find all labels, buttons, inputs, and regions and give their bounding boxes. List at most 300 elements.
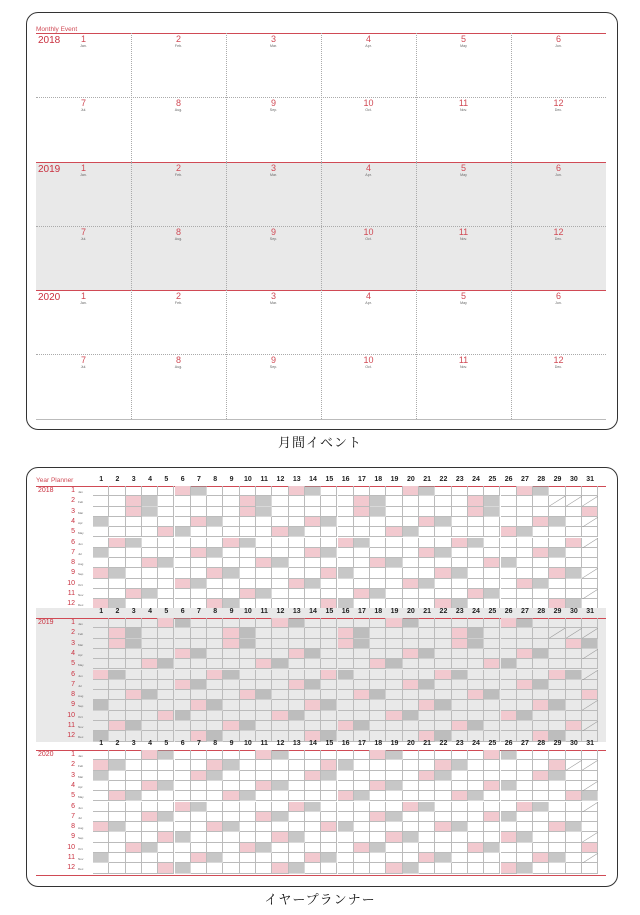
day-cell — [93, 771, 109, 781]
day-cell — [289, 791, 305, 801]
day-cell — [452, 649, 468, 659]
year-label: 2019 — [38, 163, 61, 175]
day-cell — [158, 538, 174, 548]
month-number: 9 — [270, 355, 276, 366]
month-number: 7 — [71, 680, 75, 688]
day-cell — [338, 721, 354, 731]
month-number: 11 — [458, 355, 469, 366]
day-cell — [468, 680, 484, 690]
day-cell — [435, 496, 451, 506]
day-cell — [207, 496, 223, 506]
day-header: 3 — [131, 608, 136, 615]
column-divider — [511, 162, 512, 291]
day-header: 19 — [390, 608, 399, 615]
day-cell — [338, 670, 354, 680]
month-number: 1 — [71, 751, 75, 758]
day-cell — [142, 589, 158, 599]
day-cell — [175, 639, 191, 649]
day-cell — [256, 649, 272, 659]
day-cell — [419, 538, 435, 548]
day-cell — [501, 670, 517, 680]
day-cell — [240, 486, 256, 496]
day-cell — [566, 760, 582, 770]
day-cell — [484, 822, 500, 832]
day-cell — [338, 680, 354, 690]
day-cell — [403, 700, 419, 710]
day-cell — [419, 486, 435, 496]
day-cell — [566, 548, 582, 558]
day-cell — [549, 750, 565, 760]
day-cell — [175, 538, 191, 548]
day-cell — [582, 618, 598, 628]
day-cell — [240, 760, 256, 770]
day-cell — [533, 517, 549, 527]
day-cell — [256, 507, 272, 517]
day-cell — [370, 649, 386, 659]
month-number: 3 — [71, 507, 75, 515]
day-cell — [501, 721, 517, 731]
month-number: 3 — [270, 34, 276, 44]
day-cell — [207, 843, 223, 853]
day-cell — [158, 791, 174, 801]
day-cell — [289, 558, 305, 568]
day-header: 30 — [569, 608, 578, 615]
day-cell — [582, 548, 598, 558]
day-cell — [419, 781, 435, 791]
day-header: 20 — [406, 740, 415, 747]
day-cell — [435, 670, 451, 680]
day-cell — [207, 507, 223, 517]
day-cell — [354, 690, 370, 700]
month-number: 9 — [270, 226, 276, 237]
day-cell — [533, 680, 549, 690]
day-header: 8 — [213, 608, 218, 615]
day-cell — [501, 568, 517, 578]
month-number: 5 — [71, 528, 75, 536]
day-cell — [517, 680, 533, 690]
day-cell — [142, 639, 158, 649]
day-cell — [109, 721, 125, 731]
day-cell — [207, 486, 223, 496]
month-abbr: Nov. — [459, 365, 468, 370]
day-cell — [435, 507, 451, 517]
month-abbr: Jan. — [80, 44, 87, 48]
day-cell — [403, 639, 419, 649]
day-cell — [468, 579, 484, 589]
day-cell — [191, 670, 207, 680]
day-cell — [435, 486, 451, 496]
day-cell — [272, 791, 288, 801]
day-cell — [321, 822, 337, 832]
day-cell — [582, 711, 598, 721]
day-cell — [370, 721, 386, 731]
day-cell — [533, 760, 549, 770]
day-header: 10 — [243, 740, 252, 747]
day-cell — [240, 791, 256, 801]
day-cell — [256, 721, 272, 731]
month-abbr: Dec. — [554, 236, 563, 241]
month-abbr: Feb — [78, 500, 84, 505]
day-cell — [305, 771, 321, 781]
day-cell — [533, 670, 549, 680]
day-cell — [354, 853, 370, 863]
day-cell — [419, 680, 435, 690]
day-cell — [566, 517, 582, 527]
invalid-day-slash — [582, 589, 598, 599]
day-cell — [338, 760, 354, 770]
day-cell — [142, 832, 158, 842]
day-cell — [354, 863, 370, 873]
day-cell — [175, 750, 191, 760]
invalid-day-slash — [566, 496, 582, 506]
day-cell — [533, 568, 549, 578]
day-cell — [207, 579, 223, 589]
day-cell — [468, 700, 484, 710]
month-number: 11 — [458, 98, 469, 109]
day-cell — [109, 649, 125, 659]
day-cell — [207, 527, 223, 537]
day-cell — [533, 863, 549, 873]
day-cell — [289, 750, 305, 760]
day-header: 7 — [196, 740, 201, 747]
month-number: 3 — [71, 639, 75, 647]
day-cell — [403, 690, 419, 700]
day-cell — [419, 639, 435, 649]
day-cell — [452, 791, 468, 801]
day-cell — [158, 639, 174, 649]
day-cell — [403, 711, 419, 721]
day-cell — [370, 791, 386, 801]
month-number: 1 — [80, 34, 86, 44]
day-cell — [452, 579, 468, 589]
day-cell — [191, 781, 207, 791]
day-cell — [338, 589, 354, 599]
day-cell — [354, 812, 370, 822]
day-cell — [240, 771, 256, 781]
day-cell — [289, 639, 305, 649]
day-header: 4 — [148, 608, 152, 615]
day-cell — [158, 721, 174, 731]
day-cell — [582, 670, 598, 680]
day-cell — [175, 781, 191, 791]
day-cell — [452, 507, 468, 517]
day-cell — [452, 711, 468, 721]
day-cell — [484, 558, 500, 568]
day-header: 7 — [196, 608, 201, 615]
month-number: 4 — [365, 291, 371, 301]
day-cell — [386, 802, 402, 812]
day-cell — [158, 781, 174, 791]
day-cell — [126, 659, 142, 669]
day-cell — [240, 496, 256, 506]
day-header: 11 — [260, 740, 268, 747]
day-cell — [256, 700, 272, 710]
day-cell — [338, 527, 354, 537]
day-cell — [126, 853, 142, 863]
month-number: 4 — [71, 781, 75, 789]
day-cell — [289, 721, 305, 731]
month-cell — [416, 292, 511, 306]
day-cell — [566, 750, 582, 760]
month-abbr: Mar. — [270, 301, 277, 305]
day-cell — [126, 579, 142, 589]
day-cell — [484, 771, 500, 781]
day-cell — [305, 486, 321, 496]
day-cell — [289, 496, 305, 506]
month-number: 2 — [71, 629, 75, 637]
day-cell — [452, 750, 468, 760]
month-abbr: Oct — [78, 714, 83, 719]
month-number: 7 — [80, 226, 86, 237]
day-cell — [517, 781, 533, 791]
day-cell — [223, 628, 239, 638]
day-cell — [93, 618, 109, 628]
day-cell — [126, 812, 142, 822]
day-cell — [354, 721, 370, 731]
day-cell — [549, 639, 565, 649]
day-cell — [517, 628, 533, 638]
day-cell — [272, 527, 288, 537]
day-cell — [191, 507, 207, 517]
day-cell — [484, 496, 500, 506]
day-cell — [256, 791, 272, 801]
day-cell — [517, 639, 533, 649]
month-number: 8 — [175, 98, 181, 109]
month-abbr: May — [78, 531, 84, 536]
day-cell — [452, 802, 468, 812]
day-cell — [386, 517, 402, 527]
year-planner-caption: イヤープランナー — [264, 893, 376, 908]
day-cell — [240, 812, 256, 822]
day-cell — [338, 496, 354, 506]
day-cell — [386, 486, 402, 496]
day-cell — [256, 812, 272, 822]
day-cell — [435, 589, 451, 599]
month-cell — [511, 35, 606, 49]
month-cell — [131, 228, 226, 242]
monthly-event-page — [26, 12, 618, 430]
day-cell — [207, 791, 223, 801]
day-cell — [452, 639, 468, 649]
day-cell — [93, 680, 109, 690]
day-cell — [109, 853, 125, 863]
day-cell — [158, 760, 174, 770]
day-cell — [435, 639, 451, 649]
day-header: 21 — [423, 476, 432, 483]
day-cell — [370, 690, 386, 700]
day-cell — [109, 639, 125, 649]
day-cell — [419, 721, 435, 731]
day-cell — [175, 853, 191, 863]
day-cell — [256, 760, 272, 770]
day-cell — [93, 659, 109, 669]
day-cell — [484, 649, 500, 659]
day-cell — [354, 558, 370, 568]
day-cell — [305, 639, 321, 649]
day-cell — [582, 507, 598, 517]
day-cell — [321, 781, 337, 791]
day-header: 18 — [374, 608, 383, 615]
day-cell — [289, 568, 305, 578]
day-cell — [484, 568, 500, 578]
day-cell — [435, 760, 451, 770]
day-cell — [240, 507, 256, 517]
day-cell — [142, 690, 158, 700]
day-header: 31 — [586, 608, 595, 615]
month-cell — [226, 228, 321, 242]
day-cell — [109, 812, 125, 822]
month-number: 9 — [270, 98, 276, 109]
month-abbr: Sep — [78, 572, 84, 577]
day-header: 11 — [260, 608, 268, 615]
day-cell — [207, 832, 223, 842]
day-cell — [533, 628, 549, 638]
day-cell — [370, 507, 386, 517]
day-cell — [517, 548, 533, 558]
day-cell — [566, 791, 582, 801]
day-cell — [191, 863, 207, 873]
day-cell — [223, 670, 239, 680]
day-cell — [386, 618, 402, 628]
day-cell — [272, 558, 288, 568]
day-cell — [582, 832, 598, 842]
month-abbr: Jun. — [555, 172, 562, 177]
day-cell — [109, 791, 125, 801]
day-header: 26 — [504, 740, 513, 747]
day-cell — [142, 721, 158, 731]
day-cell — [191, 649, 207, 659]
day-header: 5 — [164, 476, 169, 483]
day-cell — [126, 538, 142, 548]
day-cell — [321, 548, 337, 558]
day-cell — [240, 781, 256, 791]
day-cell — [566, 527, 582, 537]
day-cell — [533, 721, 549, 731]
day-cell — [223, 568, 239, 578]
month-abbr: Sep — [78, 836, 84, 841]
day-cell — [142, 558, 158, 568]
day-cell — [517, 579, 533, 589]
day-cell — [386, 711, 402, 721]
day-cell — [158, 568, 174, 578]
day-cell — [386, 639, 402, 649]
day-cell — [338, 711, 354, 721]
month-abbr: Sep. — [269, 108, 278, 113]
day-cell — [549, 812, 565, 822]
day-cell — [517, 486, 533, 496]
day-cell — [484, 843, 500, 853]
day-cell — [582, 558, 598, 568]
day-header: 8 — [213, 476, 218, 483]
month-abbr: Jul — [78, 815, 82, 820]
month-number: 8 — [175, 226, 181, 237]
day-cell — [289, 538, 305, 548]
day-cell — [126, 517, 142, 527]
day-cell — [403, 750, 419, 760]
day-cell — [109, 750, 125, 760]
day-cell — [386, 680, 402, 690]
day-cell — [386, 760, 402, 770]
day-cell — [419, 618, 435, 628]
month-number: 2 — [175, 34, 181, 44]
day-cell — [126, 760, 142, 770]
day-cell — [549, 538, 565, 548]
month-number: 7 — [80, 98, 86, 109]
day-cell — [93, 589, 109, 599]
day-cell — [582, 700, 598, 710]
column-divider — [321, 33, 322, 162]
day-cell — [272, 760, 288, 770]
day-header: 17 — [358, 476, 366, 483]
day-cell — [109, 618, 125, 628]
day-header: 9 — [229, 608, 234, 615]
day-cell — [582, 568, 598, 578]
day-cell — [370, 496, 386, 506]
month-abbr: May — [460, 301, 467, 305]
day-cell — [321, 700, 337, 710]
day-cell — [207, 618, 223, 628]
day-cell — [386, 690, 402, 700]
day-cell — [582, 721, 598, 731]
day-cell — [321, 639, 337, 649]
month-cell — [131, 164, 226, 178]
day-cell — [370, 750, 386, 760]
day-cell — [549, 791, 565, 801]
day-cell — [175, 628, 191, 638]
column-divider — [416, 33, 417, 162]
year-label: 2020 — [38, 292, 61, 303]
day-cell — [175, 579, 191, 589]
day-header: 25 — [488, 608, 497, 615]
day-cell — [354, 589, 370, 599]
day-cell — [289, 507, 305, 517]
day-cell — [435, 690, 451, 700]
day-cell — [582, 659, 598, 669]
day-cell — [191, 659, 207, 669]
day-cell — [338, 771, 354, 781]
day-cell — [142, 781, 158, 791]
day-cell — [256, 781, 272, 791]
day-cell — [158, 496, 174, 506]
day-cell — [175, 618, 191, 628]
day-cell — [223, 760, 239, 770]
day-cell — [484, 548, 500, 558]
day-header: 4 — [148, 476, 152, 483]
day-cell — [501, 863, 517, 873]
day-cell — [158, 771, 174, 781]
day-cell — [354, 517, 370, 527]
day-cell — [533, 700, 549, 710]
day-cell — [175, 791, 191, 801]
month-abbr: Feb. — [174, 44, 183, 48]
month-abbr: Feb. — [174, 172, 183, 177]
day-cell — [370, 579, 386, 589]
month-number: 9 — [71, 701, 75, 709]
day-cell — [272, 781, 288, 791]
day-cell — [175, 711, 191, 721]
day-cell — [109, 802, 125, 812]
day-cell — [256, 680, 272, 690]
day-cell — [533, 711, 549, 721]
day-cell — [272, 853, 288, 863]
day-cell — [549, 832, 565, 842]
day-cell — [484, 750, 500, 760]
day-header: 12 — [276, 740, 285, 747]
day-cell — [354, 802, 370, 812]
day-cell — [403, 802, 419, 812]
day-cell — [484, 760, 500, 770]
day-cell — [142, 750, 158, 760]
